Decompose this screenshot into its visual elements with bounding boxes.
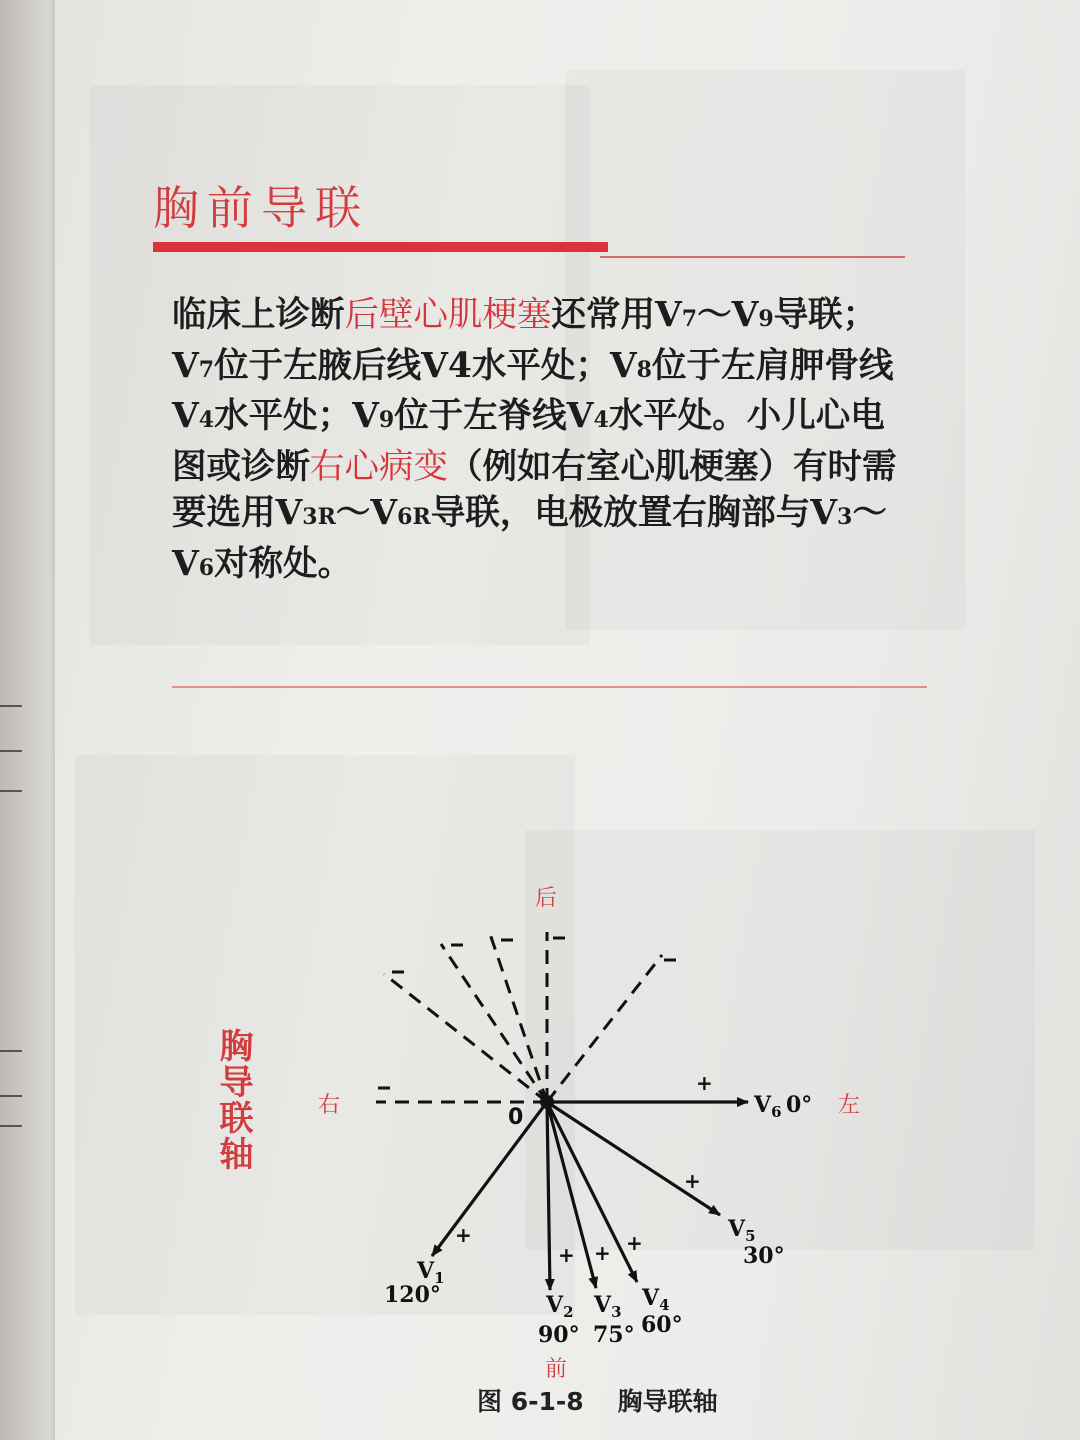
caption-title: 胸导联轴	[617, 1387, 718, 1416]
v5-label: $V_5$	[728, 1216, 756, 1245]
v6-label: $V_6$	[754, 1092, 782, 1121]
plus-sign: +	[696, 1071, 713, 1095]
plus-sign: +	[558, 1243, 575, 1267]
v1-label: $V_1$	[417, 1258, 445, 1287]
front-label: 前	[545, 1357, 568, 1382]
section-title: 胸前导联	[153, 181, 369, 235]
back-label: 后	[535, 886, 558, 911]
positive-axis-lines	[432, 1102, 748, 1290]
origin-label: 0	[508, 1105, 524, 1130]
v3-angle: 75°	[593, 1322, 635, 1348]
plus-sign: +	[594, 1241, 611, 1265]
v1-angle: 120°	[384, 1282, 441, 1308]
v2-positive-arrow	[547, 1102, 550, 1290]
lead-labels	[384, 1092, 812, 1348]
plus-sign: +	[455, 1223, 472, 1247]
highlight-posterior-mi: 后壁心肌梗塞	[344, 295, 552, 335]
plus-sign: +	[684, 1169, 701, 1193]
v3-negative-line	[490, 934, 547, 1102]
v4-negative-line	[441, 944, 547, 1102]
v2-label: $V_2$	[546, 1292, 574, 1321]
v1-positive-arrow	[432, 1102, 547, 1256]
left-label: 左	[838, 1093, 861, 1118]
v6-angle: 0°	[786, 1092, 813, 1118]
v4-label: $V_4$	[642, 1285, 670, 1314]
v5-angle: 30°	[743, 1243, 785, 1269]
right-label: 右	[318, 1093, 341, 1118]
v5-negative-line	[384, 974, 547, 1102]
highlight-right-heart: 右心病变	[310, 446, 448, 487]
v4-angle: 60°	[641, 1312, 683, 1338]
negative-axis-lines	[376, 932, 662, 1102]
caption-number: 图 6-1-8	[477, 1387, 584, 1416]
figure-caption	[477, 1382, 718, 1418]
origin-point	[540, 1095, 554, 1109]
body-paragraph: 临床上诊断后壁心肌梗塞还常用V7～V9导联；V7位于左腋后线V4水平处；V8位于左肩胛骨线V4水平处；V9位于左脊线V4水平处。小儿心电图或诊断右心病变（例如右室心肌梗塞）有时需要选用V3R～V6R导联，电极放置右胸部与V3～V6对称处。	[172, 295, 897, 584]
v3-label: $V_3$	[594, 1292, 622, 1321]
negative-sign-ticks	[378, 938, 676, 1088]
figure-side-label: 胸导联轴	[213, 1028, 253, 1172]
v2-angle: 90°	[538, 1322, 580, 1348]
v1-negative-line	[547, 955, 662, 1102]
plus-sign: +	[626, 1231, 643, 1255]
